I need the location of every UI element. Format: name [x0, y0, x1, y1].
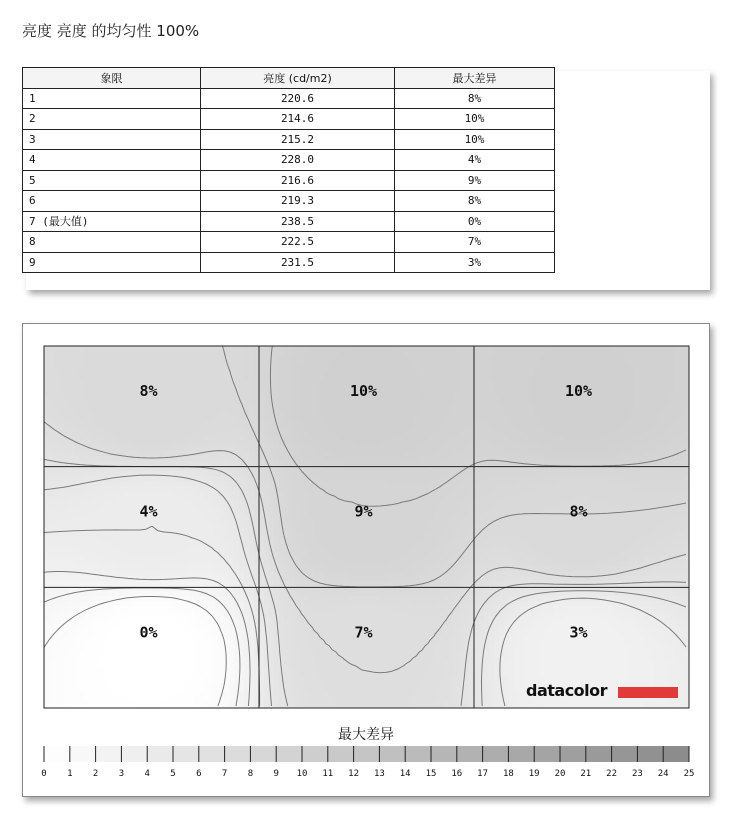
scale-tick-label: 1 [67, 769, 73, 779]
cell-luminance: 238.5 [201, 211, 395, 232]
cell-max-diff: 9% [395, 170, 555, 191]
scale-segment [431, 746, 457, 762]
scale-tick-label: 21 [580, 769, 592, 779]
cell-label: 10% [564, 382, 593, 400]
cell-label: 8% [139, 382, 158, 400]
scale-segment [405, 746, 431, 762]
cell-quadrant: 2 [23, 109, 201, 130]
scale-segment [147, 746, 173, 762]
cell-label: 10% [349, 382, 378, 400]
table-row [23, 191, 555, 212]
cell-quadrant: 3 [23, 129, 201, 150]
scale-tick-label: 0 [41, 769, 47, 779]
uniformity-contour-chart [23, 324, 709, 796]
scale-segment [483, 746, 509, 762]
scale-segment [96, 746, 122, 762]
scale-tick-label: 17 [477, 769, 489, 779]
scale-tick-label: 16 [451, 769, 463, 779]
scale-segment [663, 746, 689, 762]
table-header-row [23, 68, 555, 89]
cell-quadrant: 7 (最大值) [23, 211, 201, 232]
cell-quadrant: 6 [23, 191, 201, 212]
page-title: 亮度 亮度 的均匀性 100% [22, 22, 200, 40]
cell-label: 4% [139, 502, 158, 521]
scale-segment [328, 746, 354, 762]
scale-segment [44, 746, 70, 762]
cell-luminance: 219.3 [201, 191, 395, 212]
cell-label: 8% [569, 502, 588, 521]
cell-max-diff: 10% [395, 129, 555, 150]
scale-tick-label: 24 [657, 769, 669, 779]
scale-tick-label: 9 [273, 769, 279, 779]
cell-luminance: 216.6 [201, 170, 395, 191]
table-row [23, 129, 555, 150]
header-quadrant: 象限 [23, 68, 201, 89]
cell-quadrant: 8 [23, 232, 201, 253]
scale-tick-label: 5 [170, 769, 176, 779]
scale-tick-label: 6 [196, 769, 202, 779]
scale-tick-label: 15 [425, 769, 437, 779]
scale-tick-label: 3 [118, 769, 125, 779]
cell-luminance: 231.5 [201, 252, 395, 273]
table-row [23, 88, 555, 109]
scale-tick-label: 7 [221, 769, 228, 779]
scale-tick-label: 11 [322, 769, 334, 779]
scale-segment [379, 746, 405, 762]
cell-quadrant: 1 [23, 88, 201, 109]
logo-accent-bar [618, 687, 678, 698]
cell-label: 0% [139, 623, 158, 642]
scale-segment [637, 746, 663, 762]
scale-tick-label: 2 [92, 769, 99, 779]
cell-quadrant: 5 [23, 170, 201, 191]
cell-max-diff: 8% [395, 88, 555, 109]
heatmap-fill [44, 346, 690, 709]
scale-tick-label: 22 [606, 769, 618, 779]
cell-max-diff: 7% [395, 232, 555, 253]
scale-segment [508, 746, 534, 762]
scale-tick-label: 10 [296, 769, 308, 779]
cell-luminance: 220.6 [201, 88, 395, 109]
cell-luminance: 222.5 [201, 232, 395, 253]
scale-tick-label: 19 [528, 769, 540, 779]
uniformity-chart-panel [22, 323, 710, 797]
scale-segment [534, 746, 560, 762]
scale-segment [586, 746, 612, 762]
table-row [23, 109, 555, 130]
scale-segment [276, 746, 302, 762]
scale-segment [354, 746, 380, 762]
cell-max-diff: 0% [395, 211, 555, 232]
scale-segment [612, 746, 638, 762]
scale-segment [121, 746, 147, 762]
scale-tick-label: 23 [631, 769, 643, 779]
cell-max-diff: 3% [395, 252, 555, 273]
cell-quadrant: 4 [23, 150, 201, 171]
table-row [23, 170, 555, 191]
scale-tick-label: 4 [144, 769, 150, 779]
scale-segment [173, 746, 199, 762]
scale-segment [70, 746, 96, 762]
cell-max-diff: 8% [395, 191, 555, 212]
cell-max-diff: 10% [395, 109, 555, 130]
scale-tick-label: 25 [683, 769, 695, 779]
scale-segment [302, 746, 328, 762]
scale-segment [199, 746, 225, 762]
cell-label: 7% [354, 623, 373, 642]
scale-segment [457, 746, 483, 762]
datacolor-logo: datacolor [526, 681, 608, 700]
cell-luminance: 214.6 [201, 109, 395, 130]
scale-tick-label: 8 [247, 769, 254, 779]
scale-tick-label: 14 [399, 769, 411, 779]
scale-segment [560, 746, 586, 762]
scale-tick-label: 13 [373, 769, 385, 779]
legend-title: 最大差异 [338, 727, 394, 743]
table-row [23, 211, 555, 232]
cell-luminance: 228.0 [201, 150, 395, 171]
cell-max-diff: 4% [395, 150, 555, 171]
scale-segment [225, 746, 251, 762]
header-max-diff: 最大差异 [395, 68, 555, 89]
scale-tick-label: 12 [348, 769, 360, 779]
cell-label: 3% [569, 623, 588, 642]
table-row [23, 232, 555, 253]
table-row [23, 252, 555, 273]
scale-tick-label: 18 [502, 769, 514, 779]
cell-label: 9% [354, 502, 373, 521]
cell-luminance: 215.2 [201, 129, 395, 150]
table-row [23, 150, 555, 171]
uniformity-table [22, 67, 555, 273]
header-luminance: 亮度 (cd/m2) [201, 68, 395, 89]
scale-tick-label: 20 [554, 769, 566, 779]
cell-quadrant: 9 [23, 252, 201, 273]
scale-segment [250, 746, 276, 762]
